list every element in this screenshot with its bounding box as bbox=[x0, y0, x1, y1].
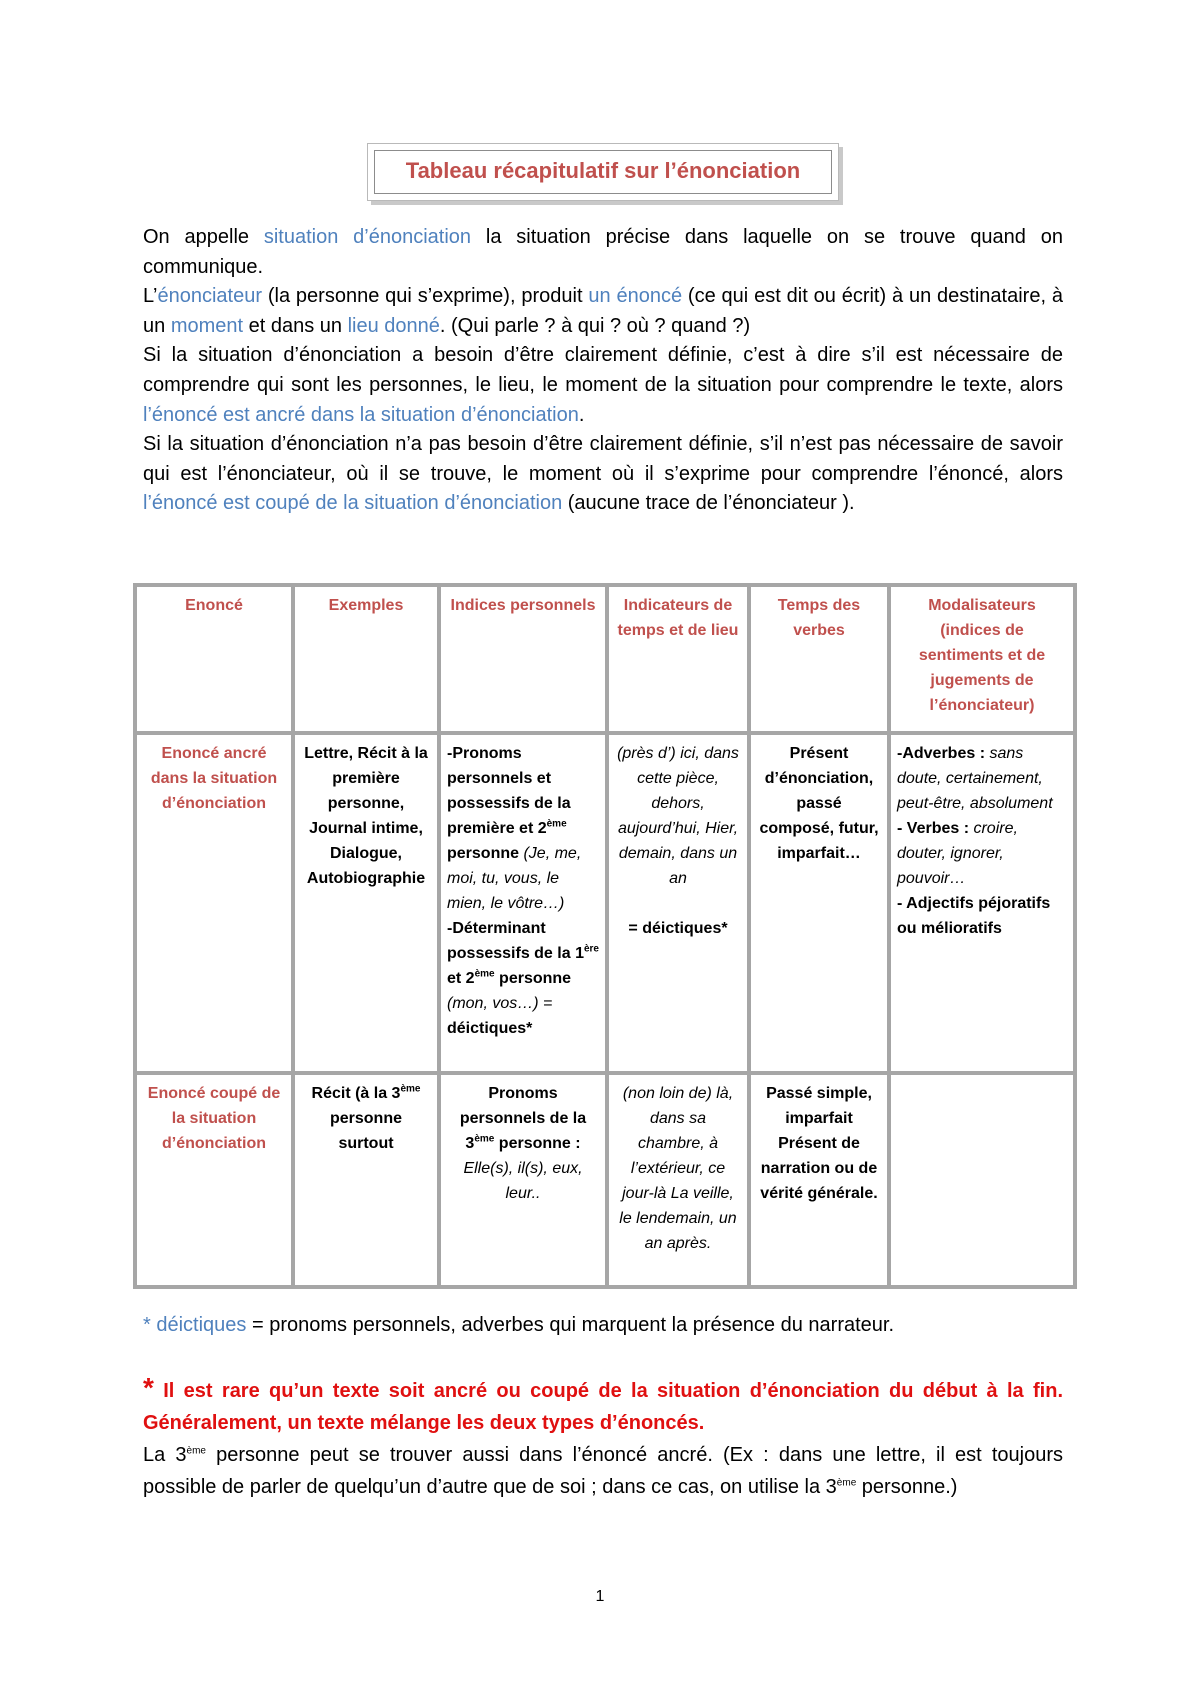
page-title: Tableau récapitulatif sur l’énonciation bbox=[374, 150, 832, 194]
text-span: Elle(s), il(s), eux, leur.. bbox=[463, 1160, 583, 1202]
header-exemples: Exemples bbox=[293, 585, 439, 733]
header-modal-label: Modalisateurs bbox=[928, 597, 1036, 614]
text-span: personne surtout bbox=[329, 1110, 402, 1152]
text-span: personne : bbox=[494, 1135, 581, 1152]
text-span: Récit (à la 3 bbox=[311, 1085, 401, 1102]
keyword: l’énoncé est ancré dans la situation d’énonciation bbox=[143, 403, 579, 426]
text-span: la situation précise dans laquelle on se trouve quand on communique. bbox=[143, 226, 1064, 278]
row-label-coupe: Enoncé coupé de la situation d’énonciation bbox=[135, 1073, 293, 1287]
text-span: personne peut se trouver aussi dans l’énoncé ancré. (Ex : dans une lettre, il est toujours possible de parler de quelqu’un d’autre que de soi ; dans ce cas, on utilise la 3 bbox=[143, 1444, 1063, 1498]
table-row-ancre bbox=[135, 733, 1075, 1073]
text-span: On appelle bbox=[143, 226, 264, 248]
page-number: 1 bbox=[595, 1588, 605, 1605]
cell-ancre-temps: Présent d’énonciation, passé composé, futur, imparfait… bbox=[749, 733, 889, 1073]
text-span: - Adjectifs péjoratifs ou mélioratifs bbox=[897, 895, 1051, 937]
text-span: Si la situation d’énonciation a besoin d’être clairement définie, c’est à dire s’il est nécessaire de comprendre qui sont les personnes, le lieu, le moment de la situation pour comprendre le texte, alors bbox=[143, 344, 1063, 396]
keyword: un énoncé bbox=[588, 285, 683, 308]
text-span: sans doute, certainement, peut-être, absolument bbox=[897, 745, 1053, 812]
cell-coupe-temps: Passé simple, imparfait Présent de narration ou de vérité générale. bbox=[749, 1073, 889, 1287]
superscript: ème bbox=[836, 1477, 857, 1489]
text-span: (Je, me, moi, tu, vous, le mien, le vôtre…) bbox=[447, 845, 582, 912]
text-span: -Adverbes : bbox=[897, 745, 986, 762]
text-span: = déictiques* bbox=[628, 920, 728, 937]
text-span: -Déterminant possessifs de la 1 bbox=[447, 920, 584, 962]
header-indicateurs: Indicateurs de temps et de lieu bbox=[607, 585, 749, 733]
cell-ancre-indices bbox=[439, 733, 607, 1073]
text-span: (mon, vos…) = bbox=[447, 995, 553, 1012]
text-span: Il est rare qu’un texte soit ancré ou coupé de la situation d’énonciation du début à la fin. Généralement, un texte mélange les deux types d’énoncés. bbox=[143, 1380, 1063, 1434]
keyword: situation d’énonciation bbox=[263, 226, 472, 248]
text-span: . (Qui parle ? à qui ? où ? quand ?) bbox=[439, 314, 751, 337]
text-span: personne bbox=[494, 970, 572, 987]
text-span: Si la situation d’énonciation n’a pas besoin d’être clairement définie, s’il n’est pas nécessaire de savoir qui est l’énonciateur, où il se trouve, le moment où il s’exprime pour comprendre l’énoncé, alors bbox=[143, 433, 1063, 485]
intro-paragraph-1 bbox=[143, 223, 1063, 282]
text-span: croire, douter, ignorer, pouvoir… bbox=[897, 820, 1018, 887]
intro-text bbox=[143, 223, 1063, 519]
table-row-coupe bbox=[135, 1073, 1075, 1287]
text-span: et dans un bbox=[243, 314, 348, 337]
header-temps: Temps des verbes bbox=[749, 585, 889, 733]
text-span: -Pronoms personnels et possessifs de la première et 2 bbox=[447, 745, 571, 837]
intro-paragraph-4 bbox=[143, 430, 1063, 519]
note-block bbox=[143, 1372, 1063, 1503]
text-span: déictiques* bbox=[447, 1020, 533, 1037]
note-red-paragraph bbox=[143, 1372, 1063, 1439]
cell-coupe-modalisateurs bbox=[889, 1073, 1075, 1287]
cell-ancre-exemples: Lettre, Récit à la première personne, Journal intime, Dialogue, Autobiographie bbox=[293, 733, 439, 1073]
keyword: * déictiques bbox=[143, 1314, 247, 1336]
text-span: personne.) bbox=[856, 1476, 958, 1498]
text-span: (ce qui est dit ou écrit) à un destinataire, à un bbox=[143, 285, 1063, 337]
keyword: énonciateur bbox=[157, 285, 262, 308]
cell-ancre-modalisateurs bbox=[889, 733, 1075, 1073]
asterisk-icon: * bbox=[143, 1372, 154, 1403]
cell-ancre-indicateurs bbox=[607, 733, 749, 1073]
cell-coupe-exemples bbox=[293, 1073, 439, 1287]
text-span: La 3 bbox=[143, 1444, 187, 1466]
cell-coupe-indices bbox=[439, 1073, 607, 1287]
cell-coupe-indicateurs: (non loin de) là, dans sa chambre, à l’extérieur, ce jour-là La veille, le lendemain, un an après. bbox=[607, 1073, 749, 1287]
header-modal-sub: (indices de sentiments et de jugements de l’énonciateur) bbox=[918, 622, 1046, 714]
row-label-ancre: Enoncé ancré dans la situation d’énonciation bbox=[135, 733, 293, 1073]
superscript: ère bbox=[583, 943, 599, 955]
text-span: (aucune trace de l’énonciateur ). bbox=[562, 492, 855, 515]
superscript: ème bbox=[400, 1083, 421, 1095]
text-span: personne bbox=[447, 845, 524, 862]
text-span: = pronoms personnels, adverbes qui marquent la présence du narrateur. bbox=[246, 1314, 895, 1336]
footnote-deictiques bbox=[143, 1310, 1063, 1340]
intro-paragraph-2 bbox=[143, 282, 1063, 341]
text-span: L’ bbox=[143, 285, 158, 308]
intro-paragraph-3 bbox=[143, 341, 1063, 430]
note-paragraph-2 bbox=[143, 1439, 1063, 1503]
text-span: . bbox=[578, 403, 585, 426]
header-indices: Indices personnels bbox=[439, 585, 607, 733]
keyword: l’énoncé est coupé de la situation d’énonciation bbox=[143, 492, 563, 515]
text-span: - Verbes : bbox=[897, 820, 970, 837]
superscript: ème bbox=[546, 818, 567, 830]
text-span: (près d’) ici, dans cette pièce, dehors, aujourd’hui, Hier, demain, dans un an bbox=[617, 745, 739, 887]
keyword: moment bbox=[170, 314, 244, 337]
text-span: et 2 bbox=[447, 970, 475, 987]
superscript: ème bbox=[186, 1445, 206, 1457]
text-span: (la personne qui s’exprime), produit bbox=[262, 285, 589, 308]
text-span: Pronoms personnels de la 3 bbox=[459, 1085, 587, 1152]
header-modalisateurs bbox=[889, 585, 1075, 733]
table-header-row bbox=[135, 585, 1075, 733]
keyword: lieu donné bbox=[347, 314, 440, 337]
title-frame bbox=[367, 143, 839, 201]
header-enonce: Enoncé bbox=[135, 585, 293, 733]
recap-table bbox=[133, 583, 1077, 1289]
superscript: ème bbox=[474, 1133, 495, 1145]
superscript: ème bbox=[474, 968, 495, 980]
